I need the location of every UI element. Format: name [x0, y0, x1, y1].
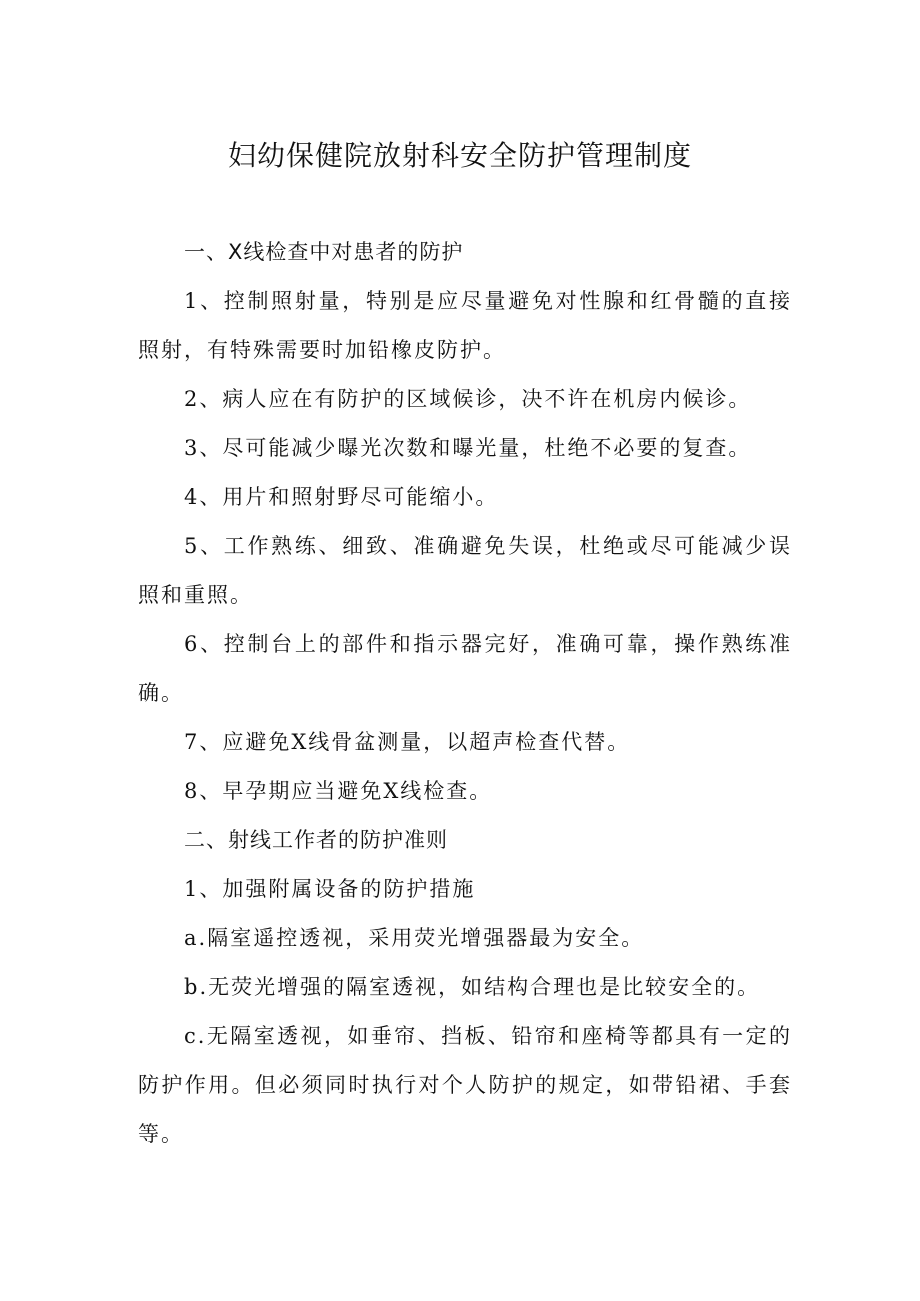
- list-item: 8、早孕期应当避免X线检查。: [184, 779, 493, 803]
- section-heading-patient-protection: 一、X线检查中对患者的防护: [184, 240, 464, 264]
- list-item: c.无隔室透视，如垂帘、挡板、铅帘和座椅等都具有一定的防护作用。但必须同时执行对个人防护的规定，如带铅裙、手套等。: [138, 1024, 792, 1146]
- section-heading-worker-protection: 二、射线工作者的防护准则: [184, 828, 448, 852]
- document-body: [138, 228, 792, 1159]
- list-item: 5、工作熟练、细致、准确避免失误，杜绝或尽可能减少误照和重照。: [138, 534, 792, 607]
- list-item: 2、病人应在有防护的区域候诊，决不许在机房内候诊。: [184, 387, 752, 411]
- list-item: 1、控制照射量，特别是应尽量避免对性腺和红骨髓的直接照射，有特殊需要时加铅橡皮防护。: [138, 289, 792, 362]
- list-item: 4、用片和照射野尽可能缩小。: [184, 485, 499, 509]
- list-item: a.隔室遥控透视，采用荧光增强器最为安全。: [184, 926, 645, 950]
- list-item: 3、尽可能减少曝光次数和曝光量，杜绝不必要的复查。: [184, 436, 752, 460]
- list-item: 7、应避免X线骨盆测量，以超声检查代替。: [184, 730, 631, 754]
- list-item: 6、控制台上的部件和指示器完好，准确可靠，操作熟练准确。: [138, 632, 792, 705]
- document-title: 妇幼保健院放射科安全防护管理制度: [227, 139, 692, 172]
- subsection-heading: 1、加强附属设备的防护措施: [184, 877, 476, 901]
- list-item: b.无荧光增强的隔室透视，如结构合理也是比较安全的。: [184, 975, 761, 999]
